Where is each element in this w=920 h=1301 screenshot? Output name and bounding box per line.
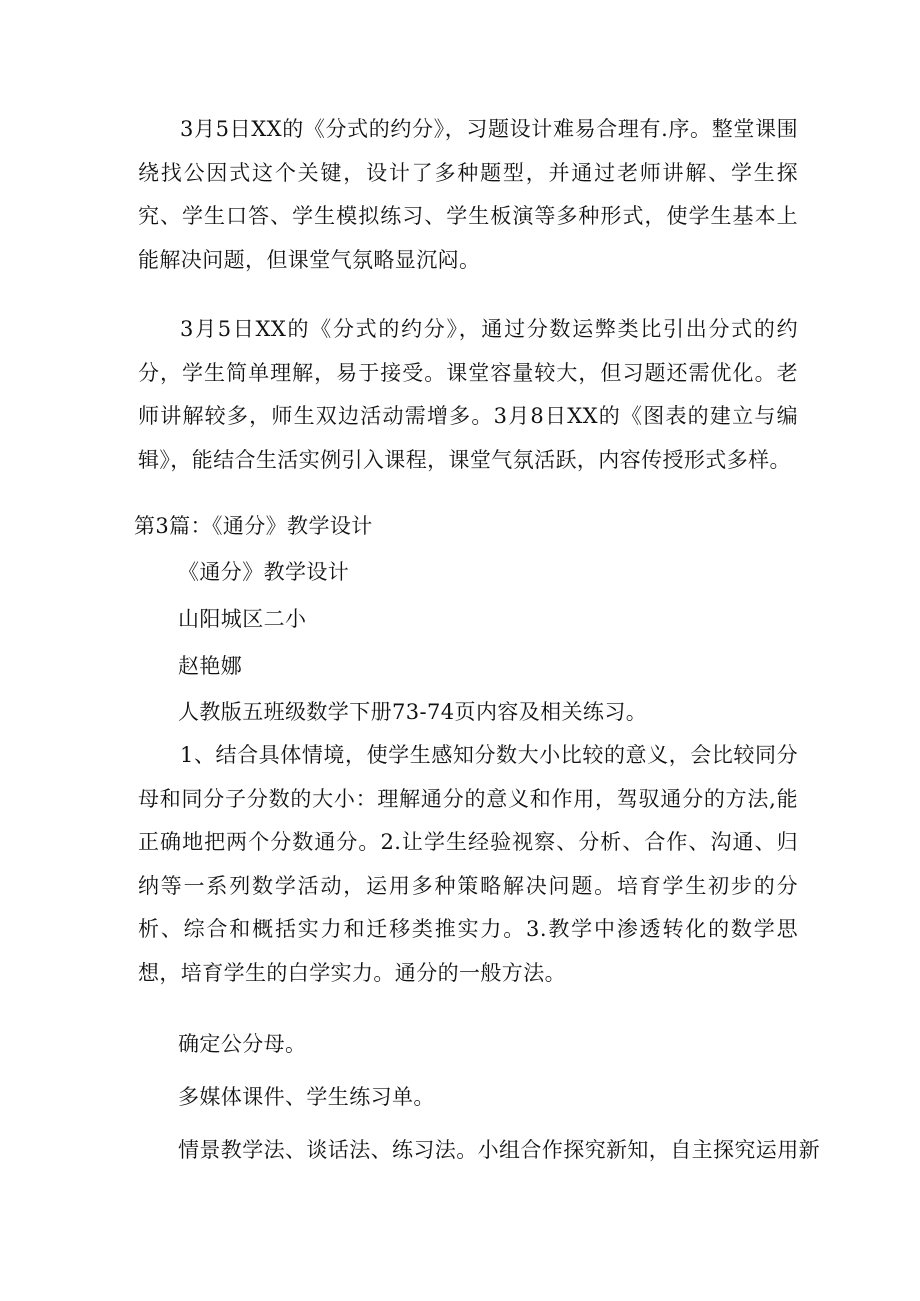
paragraph-fraction-reduction-review-2: 3月5日XX的《分式的约分》，通过分数运弊类比引出分式的约分，学生简单理解，易于接受。课堂容量较大，但习题还需优化。老师讲解较多，师生双边活动需增多。3月8日XX的《图表的建立与编辑》，能结合生活实例引入课程，课堂气氛活跃，内容传授形式多样。 — [138, 317, 798, 472]
key-point: 确定公分母。 — [178, 1032, 307, 1056]
teaching-goals-paragraph: 1、结合具体情境，使学生感知分数大小比较的意义，会比较同分母和同分子分数的大小：理解通分的意义和作用，驾驭通分的方法,能正确地把两个分数通分。2.让学生经验视察、分析、合作、沟通、归纳等一系列数学活动，运用多种策略解决问题。培育学生初步的分析、综合和概括实力和迁移类推实力。3.教学中渗透转化的数学思想，培育学生的白学实力。通分的一般方法。 — [138, 743, 798, 985]
teaching-methods: 情景教学法、谈话法、练习法。小组合作探究新知，自主探究运用新 — [178, 1138, 820, 1162]
document-title: 《通分》教学设计 — [178, 560, 350, 584]
author-name: 赵艳娜 — [178, 654, 243, 678]
teaching-materials: 多媒体课件、学生练习单。 — [178, 1085, 435, 1109]
paragraph-fraction-reduction-review-1: 3月5日XX的《分式的约分》，习题设计难易合理有.序。整堂课围绕找公因式这个关键，设计了多种题型，并通过老师讲解、学生探究、学生口答、学生模拟练习、学生板演等多种形式，使学生基本上能解决问题，但课堂气氛略显沉闷。 — [138, 117, 798, 272]
teaching-content: 人教版五班级数学下册73-74页内容及相关练习。 — [178, 700, 648, 724]
section-heading: 第3篇：《通分》教学设计 — [134, 514, 373, 538]
school-name: 山阳城区二小 — [178, 607, 307, 631]
